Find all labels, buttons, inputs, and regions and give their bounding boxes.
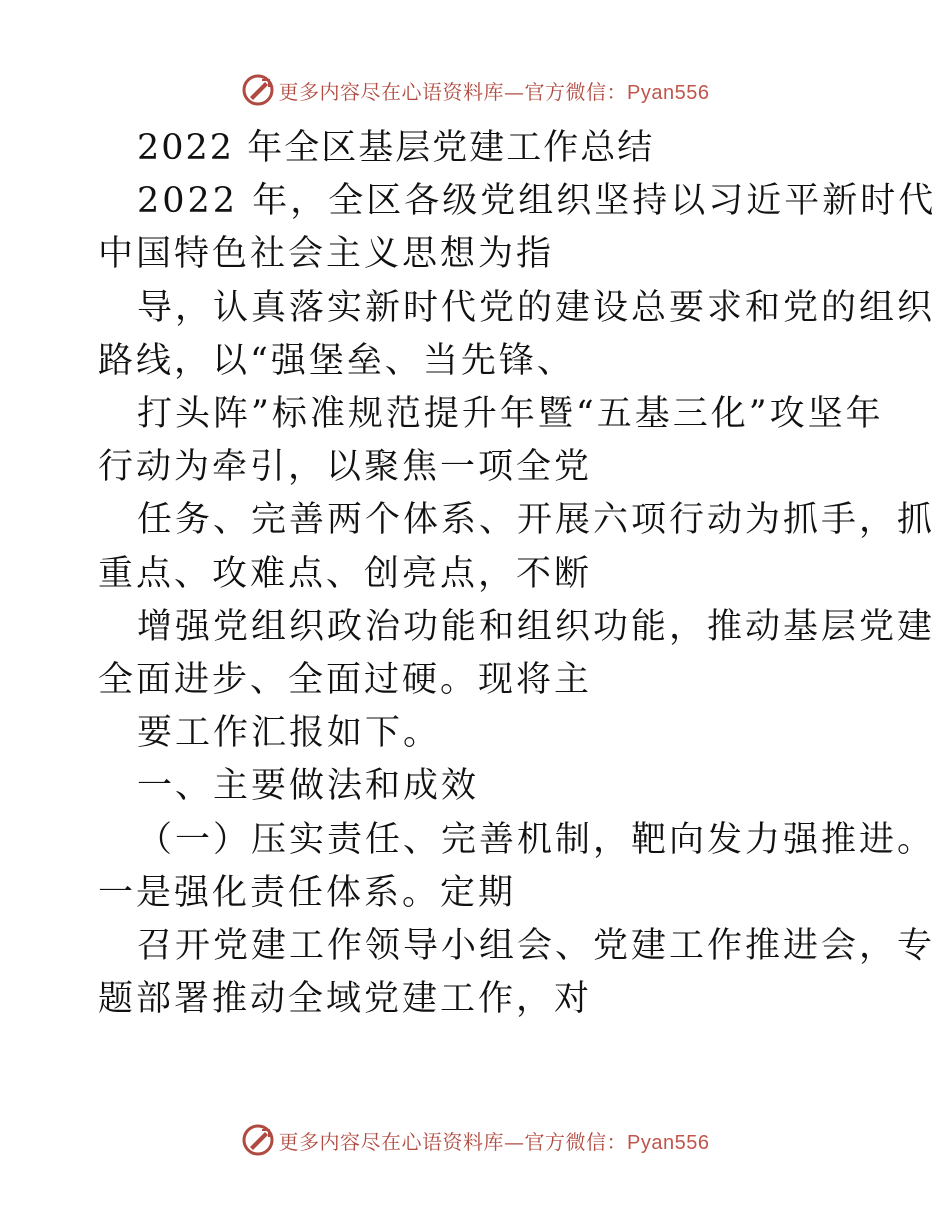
section-heading: 一、主要做法和成效 [137,766,480,807]
text-line: 全面进步、全面过硬。现将主 [98,660,593,701]
text-line: 召开党建工作领导小组会、党建工作推进会，专 [137,926,936,967]
text-line: 要工作汇报如下。 [137,713,442,754]
text-line: 导，认真落实新时代党的建设总要求和党的组织 [137,287,936,328]
watermark-text [279,1126,710,1155]
text-line: 一是强化责任体系。定期 [98,872,517,913]
text-line: 打头阵”标准规范提升年暨“五基三化”攻坚年 [137,394,884,435]
text-line: 2022 年，全区各级党组织坚持以习近平新时代 [137,181,937,222]
brand-logo-icon [241,73,275,107]
text-line: 行动为牵引，以聚焦一项全党 [98,447,593,488]
watermark-wechat-id: Pyan556 [627,81,710,104]
text-line: 路线，以“强堡垒、当先锋、 [98,340,575,381]
watermark-banner-top [0,70,950,110]
brand-logo-icon [241,1123,275,1157]
document-title: 2022 年全区基层党建工作总结 [137,128,655,168]
watermark-wechat-id: Pyan556 [627,1131,710,1154]
text-line: 题部署推动全域党建工作，对 [98,979,593,1020]
watermark-label: 更多内容尽在心语资料库—官方微信： [278,1129,628,1154]
watermark-label: 更多内容尽在心语资料库—官方微信： [278,79,628,104]
text-line: 增强党组织政治功能和组织功能，推动基层党建 [137,606,936,647]
text-line: 重点、攻难点、创亮点，不断 [98,553,593,594]
subsection-heading: （一）压实责任、完善机制，靶向发力强推进。 [137,819,936,860]
text-line: 中国特色社会主义思想为指 [98,234,555,275]
watermark-text [279,76,710,105]
watermark-banner-bottom [0,1120,950,1160]
document-body [98,122,937,1026]
text-line: 任务、完善两个体系、开展六项行动为抓手，抓 [137,500,936,541]
